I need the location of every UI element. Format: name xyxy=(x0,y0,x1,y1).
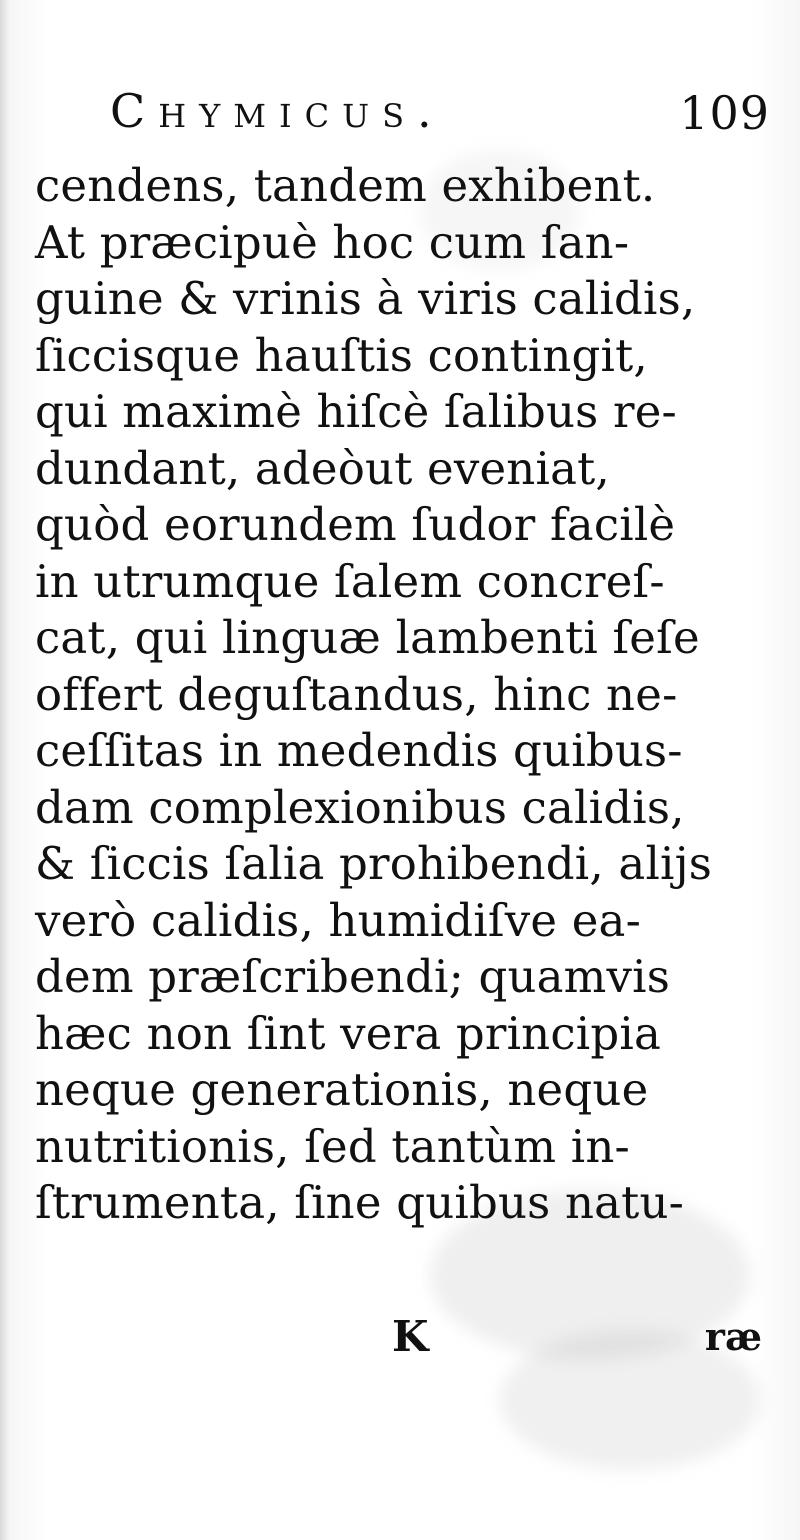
text-line: neque generationis, neque xyxy=(35,1063,649,1116)
text-line: nutritionis, ſed tantùm in- xyxy=(35,1119,630,1173)
text-line: cat, qui linguæ lambenti ſeſe xyxy=(35,611,700,664)
text-line: offert deguſtandus, hinc ne- xyxy=(35,667,678,721)
page-edge-shadow xyxy=(0,0,10,1540)
text-line: ſiccisque hauſtis contingit, xyxy=(35,328,648,382)
body-text xyxy=(35,158,765,1232)
signature-mark: K xyxy=(392,1312,429,1361)
text-line: dundant, adeòut eveniat, xyxy=(35,441,610,495)
text-line: verò calidis, humidiſve ea- xyxy=(35,893,641,947)
text-line: At præcipuè hoc cum ſan- xyxy=(35,215,630,269)
text-line: dem præſcribendi; quamvis xyxy=(35,950,671,1003)
text-line: & ſiccis ſalia prohibendi, alijs xyxy=(35,837,713,890)
catchword: ræ xyxy=(704,1314,762,1359)
text-line: hæc non ſint vera principia xyxy=(35,1006,661,1060)
text-line: ſtrumenta, ſine quibus natu- xyxy=(35,1176,685,1229)
page-number: 109 xyxy=(679,86,770,140)
text-line: qui maximè hiſcè ſalibus re- xyxy=(35,385,677,438)
text-line: cendens, tandem exhibent. xyxy=(35,159,656,212)
text-line: in utrumque ſalem concreſ- xyxy=(35,554,665,608)
running-title: Chymicus. xyxy=(110,84,445,138)
text-line: quòd eorundem ſudor facilè xyxy=(35,498,676,551)
text-line: ceſſitas in medendis quibus- xyxy=(35,724,683,777)
text-line: dam complexionibus calidis, xyxy=(35,780,685,834)
text-line: guine & vrinis à viris calidis, xyxy=(35,272,696,325)
page-header xyxy=(110,84,770,158)
page-footer xyxy=(0,1312,800,1376)
